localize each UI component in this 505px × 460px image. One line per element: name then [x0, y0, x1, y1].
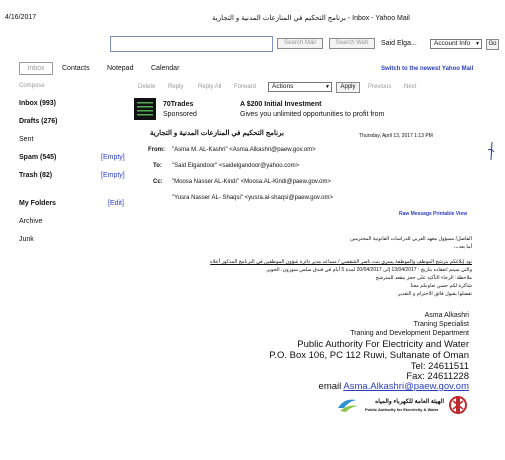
logo-english-text: Public Authority for Electricity & Water: [365, 407, 439, 412]
body-line: نود إبلاغكم بترشح الموظف والموظفة يسري بنت ناصر الشقصي / مساعد مدير دائرة شؤون الموظفين في البرنامج المذكور أعلاه: [210, 259, 472, 265]
body-line: أما بعد،،،: [453, 244, 472, 250]
cc-address[interactable]: "Yusra Nasser AL- Shaqsi" <yusra.al-shaqsi@paew.gov.om>: [172, 195, 333, 201]
delete-button[interactable]: Delete: [138, 84, 156, 90]
ad-body: Gives you unlimited opportunities to profit from: [240, 111, 385, 118]
empty-trash-link[interactable]: [Empty]: [101, 172, 125, 179]
cc-label: Cc:: [153, 179, 163, 185]
reply-all-button[interactable]: Reply All: [198, 84, 222, 90]
search-web-button[interactable]: Search Web: [329, 38, 375, 49]
message-subject: برنامج التحكيم في المنازعات المدنية و التجارية: [150, 130, 284, 137]
tab-inbox[interactable]: Inbox: [19, 62, 53, 75]
raw-message-link[interactable]: Raw Message: [399, 211, 432, 217]
oman-emblem-graphic: [448, 394, 468, 416]
signature-fax: Fax: 24611228: [406, 371, 469, 382]
chevron-down-icon: ▼: [325, 84, 330, 90]
paew-logo-graphic: [336, 396, 360, 414]
search-mail-button[interactable]: Search Mail: [277, 38, 323, 49]
ad-headline[interactable]: A $200 Initial Investment: [240, 101, 322, 108]
ad-brand[interactable]: 70Trades: [163, 101, 194, 108]
from-label: From:: [148, 147, 165, 153]
signature-email-line: [319, 381, 469, 392]
from-address[interactable]: "Asma M. AL-Kashri" <Asma.Alkashri@paew.gov.om>: [172, 147, 316, 153]
to-label: To:: [153, 163, 162, 169]
signature-org: Public Authority For Electricity and Water: [297, 339, 469, 350]
body-line: تفضلوا بقبول فائق الاحترام و التقدير: [397, 291, 472, 297]
window-title: برنامج التحكيم في المنازعات المدنية و التجارية - Inbox - Yahoo Mail: [212, 15, 410, 22]
logo-arabic-text: الهيئة العامة للكهرباء والمياه: [375, 399, 444, 405]
signature-tel: Tel: 24611511: [410, 361, 469, 372]
sidebar-item-spam[interactable]: Spam (545): [19, 154, 57, 161]
my-folders-heading: My Folders: [19, 200, 56, 207]
sidebar-item-inbox[interactable]: Inbox (993): [19, 100, 56, 107]
handwritten-mark: [482, 140, 498, 164]
printable-view-link[interactable]: Printable View: [433, 211, 468, 217]
sidebar-item-trash[interactable]: Trash (82): [19, 172, 53, 179]
sidebar-item-junk[interactable]: Junk: [19, 236, 34, 243]
signature-title: Traning Specialist: [413, 321, 469, 328]
sidebar-item-archive[interactable]: Archive: [19, 218, 43, 225]
apply-button[interactable]: Apply: [336, 82, 360, 93]
edit-folders-link[interactable]: [Edit]: [108, 200, 124, 207]
sidebar-item-drafts[interactable]: Drafts (276): [19, 118, 58, 125]
paew-logo-icon: [336, 396, 360, 414]
to-address[interactable]: "Said Elgandoor" <saidelgandoor@yahoo.com>: [172, 163, 300, 169]
signature-email-link[interactable]: Asma.Alkashri@paew.gov.om: [343, 381, 469, 392]
cc-address[interactable]: "Moosa Nasser AL-Kindi" <Moosa.AL-Kindi@paew.gov.om>: [172, 179, 331, 185]
previous-button[interactable]: Previous: [368, 84, 392, 90]
signature-email-label: email: [318, 381, 342, 392]
sidebar-item-sent[interactable]: Sent: [19, 136, 34, 143]
print-date: 4/16/2017: [5, 14, 37, 21]
search-input[interactable]: [110, 36, 273, 52]
compose-button[interactable]: Compose: [19, 83, 45, 89]
tab-contacts[interactable]: Contacts: [62, 65, 90, 72]
tab-calendar[interactable]: Calendar: [151, 65, 180, 72]
signature-department: Traning and Development Department: [350, 330, 469, 337]
reply-button[interactable]: Reply: [168, 84, 184, 90]
body-line: ملاحظة: الرجاء التأكيد على حجز مقعد للمترشح: [375, 275, 472, 281]
handwritten-mark-graphic: [482, 140, 498, 164]
actions-select[interactable]: Actions ▼: [268, 82, 332, 92]
account-info-select[interactable]: Account Info ▼: [430, 39, 482, 49]
message-date: Thursday, April 13, 2017 1:13 PM: [359, 133, 433, 139]
ad-logo[interactable]: [134, 98, 156, 120]
next-button[interactable]: Next: [404, 84, 417, 90]
tab-notepad[interactable]: Notepad: [107, 65, 134, 72]
oman-emblem-icon: [448, 394, 468, 416]
ad-sponsored-label: Sponsored: [163, 111, 197, 118]
empty-spam-link[interactable]: [Empty]: [101, 154, 125, 161]
newest-yahoo-mail-link[interactable]: Switch to the newest Yahoo Mail: [381, 66, 474, 72]
signature-address: P.O. Box 106, PC 112 Ruwi, Sultanate of Oman: [269, 350, 469, 361]
forward-button[interactable]: Forward: [234, 84, 257, 90]
signature-name: Asma Alkashri: [424, 312, 469, 319]
body-line: شاكرة لكم حسن تعاونكم معنا: [410, 283, 472, 289]
body-line: الفاضل/ مسؤول معهد العربي للدراسات القانونية المحترمين: [350, 236, 472, 242]
chevron-down-icon: ▼: [475, 41, 480, 47]
user-name[interactable]: Said Elga...: [381, 40, 417, 47]
body-line: والتي سيتم انعقاده بتاريخ : 13/04/2017 إلى 20/04/2017 لمدة 5 أيام في فندق سلس سوزون، الخوير.: [265, 267, 472, 273]
go-button[interactable]: Go: [486, 39, 499, 50]
ad-logo-graphic: [134, 98, 156, 120]
